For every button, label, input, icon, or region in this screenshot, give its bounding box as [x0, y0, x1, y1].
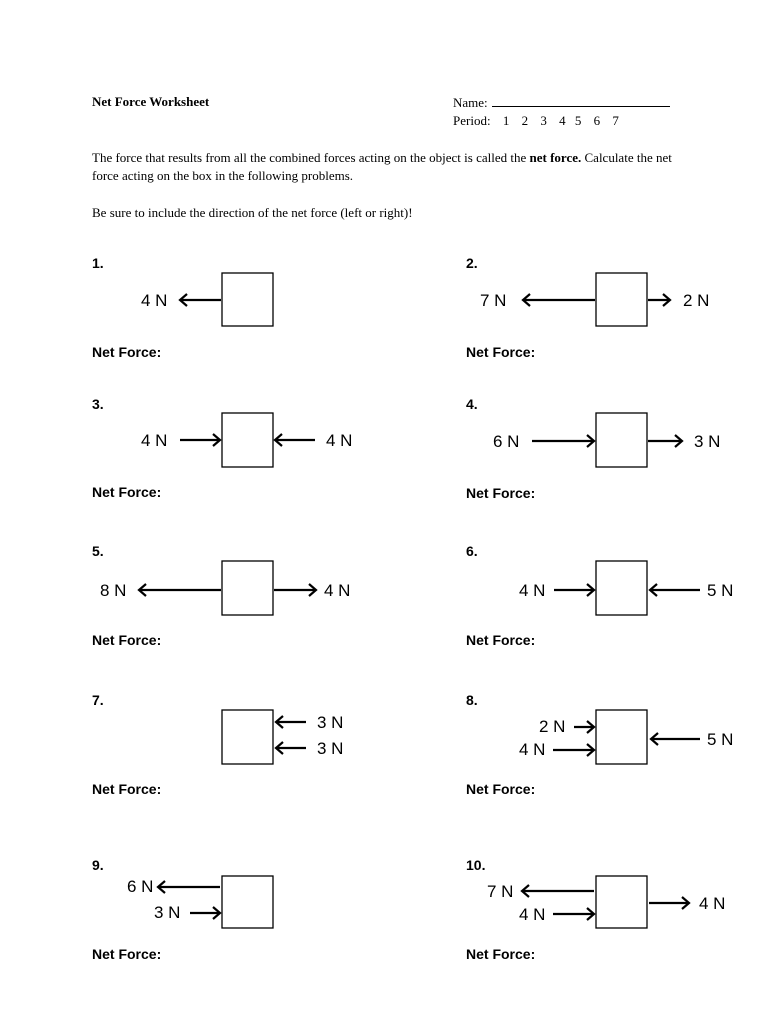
worksheet-title: Net Force Worksheet — [92, 94, 210, 109]
force-label: 7 N — [480, 291, 507, 310]
box — [596, 413, 647, 467]
problem-7-diagram — [222, 710, 343, 764]
net-force-label: Net Force: — [92, 484, 162, 500]
problem-3-diagram — [141, 413, 352, 467]
problem-number: 7. — [92, 692, 104, 708]
period-option[interactable]: 3 — [540, 113, 547, 128]
net-force-label: Net Force: — [92, 344, 162, 360]
problem-number: 2. — [466, 255, 478, 271]
net-force-label: Net Force: — [466, 485, 536, 501]
force-label: 4 N — [326, 431, 353, 450]
force-label: 3 N — [317, 713, 344, 732]
problem-5-diagram — [100, 561, 350, 615]
problem-number: 8. — [466, 692, 478, 708]
net-force-label: Net Force: — [466, 946, 536, 962]
force-label: 3 N — [694, 432, 721, 451]
problem-number: 10. — [466, 857, 486, 873]
force-label: 6 N — [493, 432, 520, 451]
box — [222, 413, 273, 467]
intro-text-continued: Calculate the net force acting on the box in the following problems. — [92, 150, 672, 183]
net-force-label: Net Force: — [92, 632, 162, 648]
force-label: 4 N — [141, 291, 168, 310]
problem-8-diagram — [519, 710, 733, 764]
problem-number: 3. — [92, 396, 104, 412]
force-label: 6 N — [127, 877, 154, 896]
period-label: Period: — [453, 113, 491, 128]
force-label: 2 N — [539, 717, 566, 736]
period-option[interactable]: 4 — [559, 113, 566, 128]
problem-number: 1. — [92, 255, 104, 271]
problem-number: 9. — [92, 857, 104, 873]
problem-4-diagram — [493, 413, 720, 467]
period-option[interactable]: 5 — [574, 113, 582, 128]
box — [596, 876, 647, 928]
force-label: 4 N — [141, 431, 168, 450]
force-label: 3 N — [154, 903, 181, 922]
intro-bold-term: net force. — [529, 150, 582, 165]
direction-reminder: Be sure to include the direction of the net force (left or right)! — [92, 205, 413, 220]
net-force-label: Net Force: — [92, 946, 162, 962]
box — [596, 561, 647, 615]
net-force-label: Net Force: — [92, 781, 162, 797]
problem-10-diagram — [487, 876, 725, 928]
force-label: 2 N — [683, 291, 710, 310]
box — [222, 876, 273, 928]
problem-number: 6. — [466, 543, 478, 559]
force-label: 5 N — [707, 730, 734, 749]
period-option[interactable]: 2 — [521, 113, 529, 128]
force-label: 8 N — [100, 581, 127, 600]
intro-text: The force that results from all the combined forces acting on the object is called the — [92, 150, 530, 165]
problem-number: 5. — [92, 543, 104, 559]
period-option[interactable]: 1 — [502, 113, 510, 128]
net-force-label: Net Force: — [466, 632, 536, 648]
box — [222, 561, 273, 615]
problem-9-diagram — [127, 876, 273, 928]
box — [222, 273, 273, 326]
problem-2-diagram — [480, 273, 709, 326]
period-option[interactable]: 7 — [612, 113, 619, 128]
force-label: 4 N — [324, 581, 351, 600]
box — [596, 710, 647, 764]
force-label: 4 N — [699, 894, 726, 913]
name-label: Name: — [453, 95, 488, 110]
problem-number: 4. — [466, 396, 478, 412]
force-label: 3 N — [317, 739, 344, 758]
problem-6-diagram — [519, 561, 733, 615]
force-label: 5 N — [707, 581, 734, 600]
force-label: 4 N — [519, 905, 546, 924]
force-label: 4 N — [519, 740, 546, 759]
net-force-label: Net Force: — [466, 781, 536, 797]
problem-1-diagram — [141, 273, 273, 326]
force-label: 7 N — [487, 882, 514, 901]
box — [222, 710, 273, 764]
force-label: 4 N — [519, 581, 546, 600]
net-force-label: Net Force: — [466, 344, 536, 360]
box — [596, 273, 647, 326]
period-option[interactable]: 6 — [593, 113, 601, 128]
